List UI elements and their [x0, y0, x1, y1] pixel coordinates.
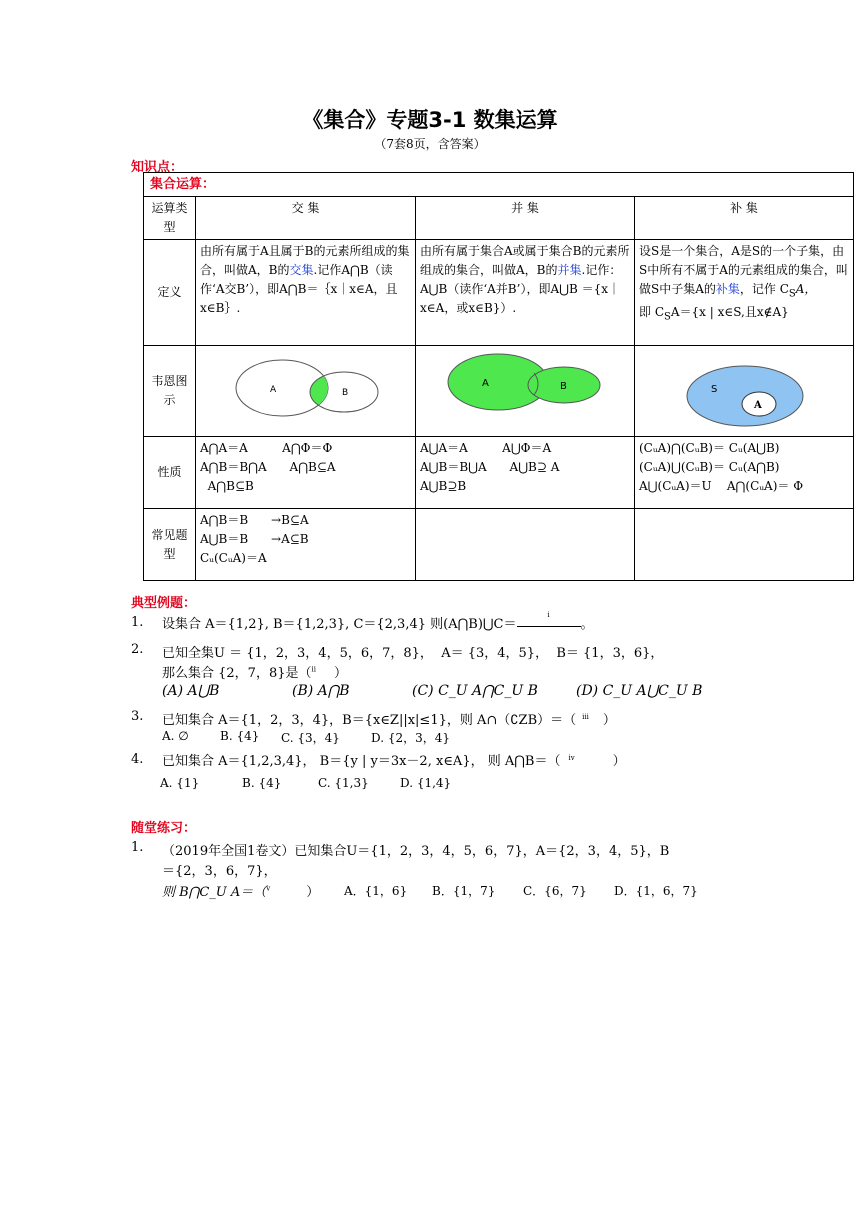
- prop-inter-line: A⋂B＝B⋂A A⋂B⊆A: [200, 460, 336, 474]
- def-comp-text5: A＝{x | x∈S,且x∉A}: [670, 305, 789, 320]
- p1-option-a: A．{1，6}: [344, 884, 408, 898]
- q3-option-b: B. {4}: [220, 729, 260, 743]
- q1-number: 1.: [131, 615, 144, 630]
- venn-label-a: A: [270, 385, 277, 395]
- q3-option-a: A. ∅: [162, 729, 189, 743]
- q2-close: ）: [333, 666, 347, 681]
- header-union: 并 集: [416, 197, 635, 240]
- def-union-text1: 由所有属于集合A或属于集合B的元素所组成的集合，叫做A，B的: [420, 244, 630, 277]
- def-inter-text2: .记作A⋂B（读作‘A交B’），即A⋂B＝｛x｜x∈A，且x∈B｝.: [200, 263, 398, 315]
- def-union: [416, 240, 635, 346]
- def-comp-text4: 即 C: [639, 305, 664, 320]
- def-inter-text1: 由所有属于A且属于B的元素所组成的集合，叫做A，B的: [200, 244, 410, 277]
- def-complement: [635, 240, 854, 346]
- venn-union-diagram: [416, 346, 635, 430]
- venn-union-label-b: B: [560, 381, 567, 392]
- venn-universal-set: [687, 366, 803, 426]
- prop-inter-line: A⋂B⊆B: [200, 479, 254, 493]
- p1-text2: ＝{2，3，6，7}，: [162, 864, 277, 879]
- p1-number: 1.: [131, 840, 144, 855]
- q3-close: ）: [602, 713, 616, 728]
- question-1: [162, 610, 594, 633]
- p1-note: v: [266, 884, 271, 893]
- row-label-properties: 性质: [144, 437, 196, 509]
- q2-option-b: (B) A⋂B: [292, 683, 350, 699]
- examples-heading: 典型例题：: [131, 596, 197, 611]
- prop-intersection: [196, 437, 416, 509]
- q3-text: 已知集合 A＝{1，2，3，4}，B＝{x∈Z||x|≤1}，则 A∩（∁ZB）＝（: [162, 713, 577, 728]
- knowledge-heading: 知识点：: [131, 160, 184, 175]
- question-2-line2: [162, 662, 347, 681]
- q4-option-c: C. {1,3}: [318, 776, 369, 790]
- header-intersection: 交 集: [196, 197, 416, 240]
- row-label-common: 常见题型: [144, 509, 196, 581]
- prop-union-line: A⋃B⊇B: [420, 479, 467, 493]
- q2-option-a: (A) A⋃B: [162, 683, 220, 699]
- q4-number: 4.: [131, 752, 144, 767]
- p1-text3: 则 B⋂C_U A＝（: [162, 885, 267, 900]
- p1-close: ）: [306, 885, 320, 900]
- prop-inter-line: A⋂A＝A A⋂Φ＝Φ: [200, 441, 333, 455]
- def-comp-sub2: S: [664, 311, 671, 323]
- common-empty-union: [416, 509, 635, 581]
- set-operations-table: [143, 172, 854, 581]
- prop-comp-line: A⋃(CᵤA)＝U A⋂(CᵤA)＝ Φ: [639, 479, 804, 493]
- q2-text2: 那么集合 {2，7，8}是（: [162, 666, 312, 681]
- venn-complement-cell: [635, 346, 854, 437]
- row-label-venn: 韦恩图示: [144, 346, 196, 437]
- q2-text: 已知全集U ＝ {1，2，3，4，5，6，7，8}， A＝ {3，4，5}， B＝ {1，3，6}，: [162, 646, 664, 661]
- page-subtitle: （7套8页，含答案）: [374, 137, 486, 151]
- venn-union-cell: [416, 346, 635, 437]
- prop-union: [416, 437, 635, 509]
- q4-close: ）: [612, 754, 626, 769]
- table-caption: 集合运算：: [144, 173, 854, 197]
- prop-complement: [635, 437, 854, 509]
- page-title: 《集合》专题3-1 数集运算: [302, 108, 558, 132]
- q1-blank: [517, 611, 581, 627]
- header-complement: 补 集: [635, 197, 854, 240]
- term-union: 并集: [557, 263, 582, 277]
- prop-comp-line: (CᵤA)⋃(CᵤB)＝ Cᵤ(A⋂B): [639, 460, 780, 474]
- q3-number: 3.: [131, 709, 144, 724]
- common-line: Cᵤ(CᵤA)＝A: [200, 551, 267, 565]
- q1-text: 设集合 A＝{1,2}, B＝{1,2,3}, C＝{2,3,4} 则(A⋂B)⋃C＝: [162, 617, 517, 632]
- header-type: 运算类型: [144, 197, 196, 240]
- prop-union-line: A⋃A＝A A⋃Φ＝A: [420, 441, 552, 455]
- def-comp-sub: S: [788, 288, 796, 300]
- q1-end: 。: [580, 617, 594, 632]
- q1-note: i: [547, 610, 550, 619]
- q4-option-d: D. {1,4}: [400, 776, 452, 790]
- venn-complement-diagram: [635, 346, 854, 430]
- common-line: A⋃B＝B →A⊆B: [200, 532, 309, 546]
- prop-comp-line: (CᵤA)⋂(CᵤB)＝ Cᵤ(A⋃B): [639, 441, 780, 455]
- common-line: A⋂B＝B →B⊆A: [200, 513, 309, 527]
- q4-text: 已知集合 A＝{1,2,3,4}， B＝{y | y＝3x－2, x∈A}， 则 A⋂B＝（: [162, 754, 561, 769]
- p1-option-d: D．{1，6，7}: [614, 884, 698, 898]
- q4-option-a: A. {1}: [160, 776, 200, 790]
- q3-option-c: C. {3，4}: [281, 731, 340, 745]
- venn-union-label-a: A: [482, 378, 489, 389]
- row-label-definition: 定义: [144, 240, 196, 346]
- venn-intersection-cell: [196, 346, 416, 437]
- p1-text: （2019年全国1卷文）已知集合U＝{1，2，3，4，5，6，7}，A＝{2，3，4，5}，B: [162, 844, 670, 859]
- q4-note: iv: [568, 753, 575, 762]
- practice-1-line3: [162, 881, 319, 900]
- term-intersection: 交集: [289, 263, 314, 277]
- def-intersection: [196, 240, 416, 346]
- q4-option-b: B. {4}: [242, 776, 282, 790]
- def-comp-text1: 设S是一个集合，A是S的一个子集，由S中所有不属于A的元素组成的集合，叫做S中子集A的: [639, 244, 848, 296]
- venn-label-b: B: [342, 388, 349, 398]
- venn-intersection-diagram: [196, 346, 416, 430]
- p1-option-c: C．{6，7}: [523, 884, 587, 898]
- q3-note: iii: [582, 712, 589, 721]
- def-comp-text2: ，记作 C: [739, 282, 789, 296]
- q2-number: 2.: [131, 642, 144, 657]
- venn-label-s: S: [711, 384, 718, 395]
- q3-option-d: D. {2，3，4}: [371, 731, 450, 745]
- q2-option-d: (D) C_U A⋃C_U B: [576, 683, 703, 699]
- question-4: [162, 750, 626, 769]
- practice-heading: 随堂练习：: [131, 821, 197, 836]
- term-complement: 补集: [715, 282, 740, 296]
- p1-option-b: B．{1，7}: [432, 884, 496, 898]
- common-types: [196, 509, 416, 581]
- def-union-text2: .记作：A⋃B（读作‘A并B’），即A⋃B ＝{x｜x∈A，或x∈B}）.: [420, 263, 622, 315]
- venn-label-subset: A: [754, 400, 762, 411]
- question-3: [162, 709, 616, 728]
- q2-option-c: (C) C_U A⋂C_U B: [412, 683, 538, 699]
- common-empty-complement: [635, 509, 854, 581]
- prop-union-line: A⋃B＝B⋃A A⋃B⊇ A: [420, 460, 560, 474]
- def-comp-text3: A，: [795, 282, 817, 296]
- q2-note: ii: [311, 665, 316, 674]
